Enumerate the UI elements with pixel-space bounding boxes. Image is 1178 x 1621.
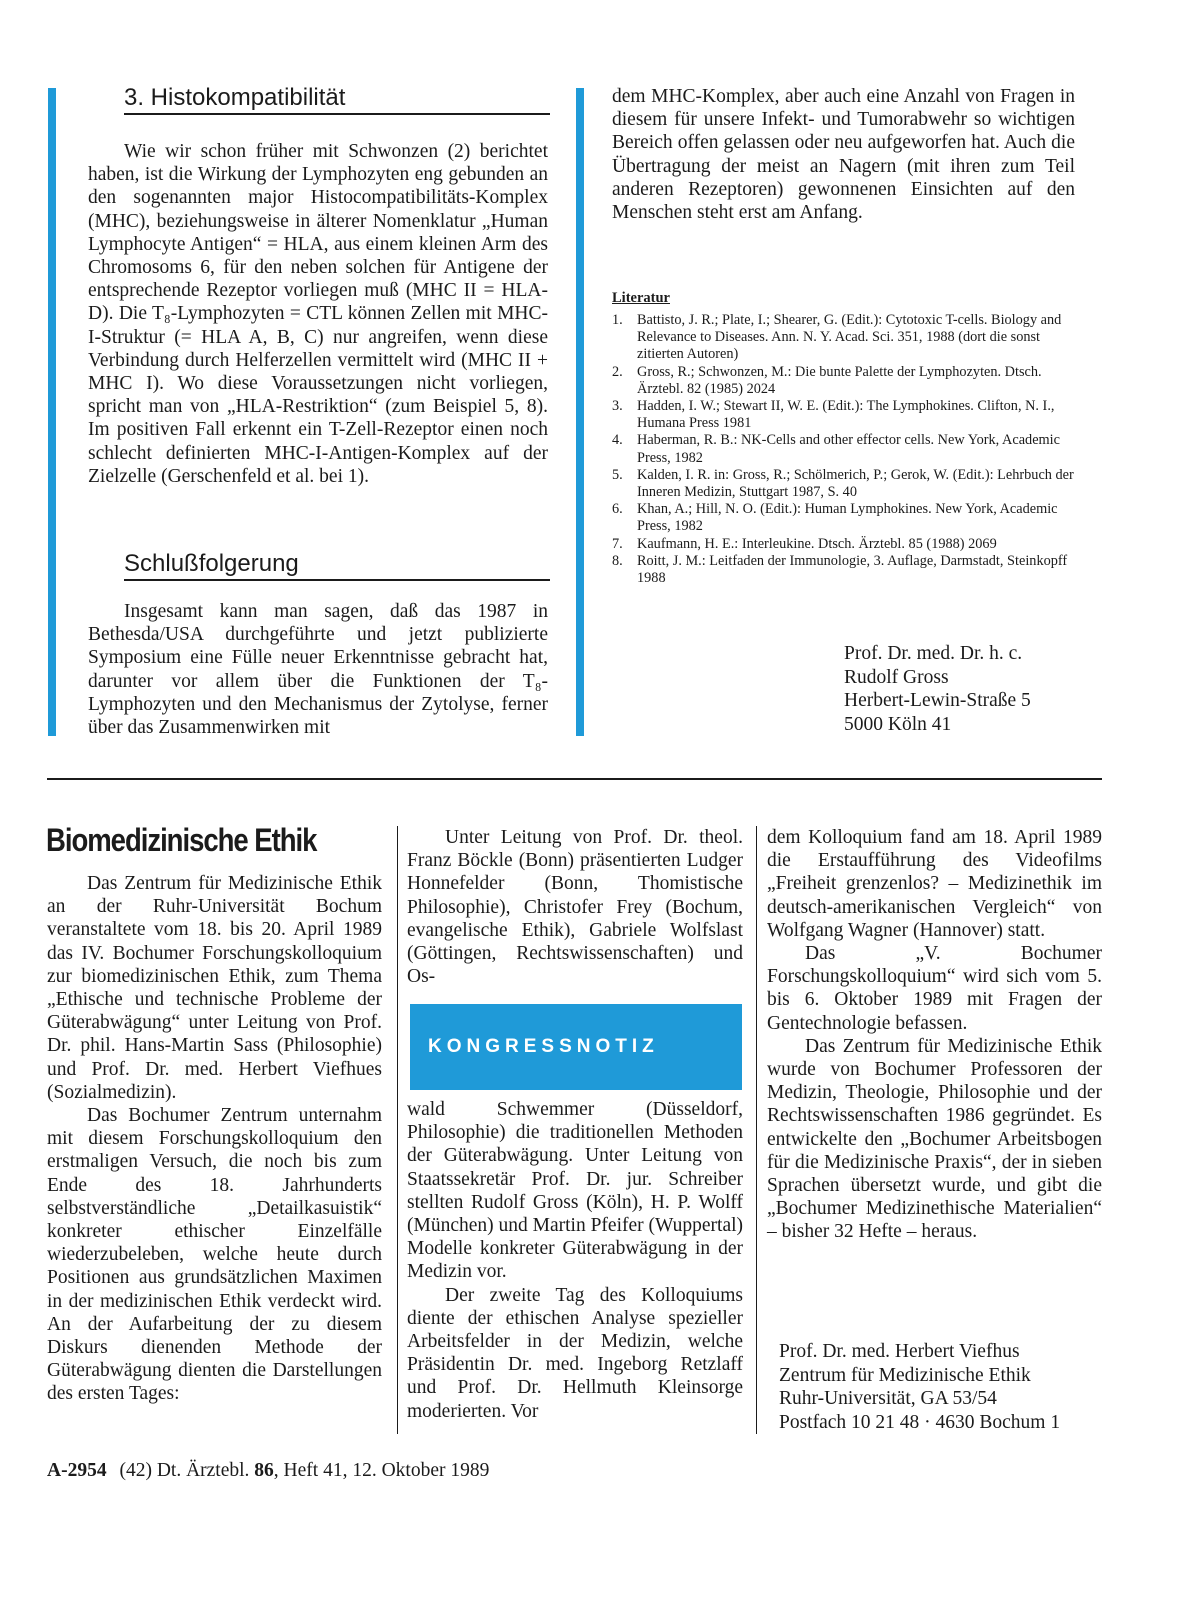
literature-item-text: Gross, R.; Schwonzen, M.: Die bunte Palette der Lymphozyten. Dtsch. Ärztebl. 82 (1985) 2024 (637, 363, 1042, 397)
bottom-column-3 (767, 826, 1102, 1244)
right-column-paragraph (612, 85, 1075, 224)
literature-item-number: 7. (612, 535, 623, 552)
conclusion-paragraph (88, 600, 548, 739)
author-bottom-line-4: Postfach 10 21 48 · 4630 Bochum 1 (779, 1411, 1061, 1433)
citation-prefix: (42) Dt. Ärztebl. (119, 1460, 250, 1481)
bottom-column-2-top (407, 826, 743, 988)
bottom-column-1 (47, 872, 382, 1406)
literature-item (612, 536, 1078, 553)
literature-item (612, 553, 1078, 587)
col3-paragraph-1: dem Kolloquium fand am 18. April 1989 die Erstaufführung des Videofilms „Freiheit grenzenlos? – Medizinethik im deutsch-amerikanischen Vergleich“ von Wolfgang Wagner (Hannover) statt. (767, 827, 1102, 941)
author-top-line-2: Rudolf Gross (844, 666, 949, 688)
author-top-line-1: Prof. Dr. med. Dr. h. c. (844, 643, 1023, 664)
right-column-text: dem MHC-Komplex, aber auch eine Anzahl von Fragen in diesem für unsere Infekt- und Tumorabwehr so wichtigen Bereich offen gelassen oder neu aufgeworfen hat. Auch die Übertragung der meist an Nagern (mit ihren zum Teil anderen Rezeptoren) gewonnenen Einsichten auf den Menschen steht erst am Anfang. (612, 86, 1075, 224)
author-bottom-line-2: Zentrum für Medizinische Ethik (779, 1364, 1031, 1386)
citation-volume: 86 (254, 1460, 274, 1481)
author-address-top (844, 642, 1031, 736)
literature-item-number: 2. (612, 363, 623, 380)
col2-paragraph-1: Unter Leitung von Prof. Dr. theol. Franz Böckle (Bonn) präsentierten Ludger Honnefelder (Bonn, Thomistische Philosophie), Christofer Frey (Bochum, evangelische Ethik), Gabriele Wolfslast (Göttingen, Rechtswissenschaften) und Os- (407, 827, 743, 988)
author-top-line-3: Herbert-Lewin-Straße 5 (844, 690, 1031, 711)
literature-item-number: 8. (612, 552, 623, 569)
literature-item (612, 467, 1078, 501)
literature-item-text: Hadden, I. W.; Stewart II, W. E. (Edit.): The Lymphokines. Clifton, N. I., Humana Press 1981 (637, 398, 1055, 432)
literature-item-number: 1. (612, 312, 623, 328)
author-bottom-line-3: Ruhr-Universität, GA 53/54 (779, 1388, 997, 1409)
citation-suffix: , Heft 41, 12. Oktober 1989 (273, 1460, 490, 1481)
literature-list (612, 312, 1078, 587)
literature-item-number: 4. (612, 432, 623, 449)
literature-item (612, 312, 1078, 364)
col3-paragraph-3: Das Zentrum für Medizinische Ethik wurde von Bochumer Professoren der Medizin, Theologie, Philosophie und der Rechtswissenschaften 1986 gegründet. Es entwickelte den „Bochumer Arbeitsbogen für die Medizinische Praxis“, der in sieben Sprachen übersetzt wurde, und gibt die „Bochumer Medizinethische Materialien“ – bisher 32 Hefte – heraus. (767, 1035, 1102, 1243)
conclusion-text: Insgesamt kann man sagen, daß das 1987 in Bethesda/USA durchgeführte und jetzt publizierte Symposium eine Fülle neuer Erkenntnisse gebracht hat, darunter vor allem über die Funktionen der T₈-Lymphozyten und den Mechanismus der Zytolyse, ferner über das Zusammenwirken mit (88, 601, 548, 739)
left-accent-bar (48, 88, 56, 736)
literature-item-number: 5. (612, 466, 623, 483)
col1-paragraph-2: Das Bochumer Zentrum unternahm mit diesem Forschungskolloquium den erstmaligen Versuch, die noch bis zum Ende des 18. Jahrhunderts selbstverständliche „Detailkasuistik“ konkreter ethischer Einzelfälle wiederzubeleben, welche heute durch Positionen aus grundsätzlichen Maximen in der medizinischen Ethik verdeckt wird. An der Aufarbeitung der zu diesem Diskurs dienenden Methode der Güterabwägung dienten die Darstellungen des ersten Tages: (47, 1105, 382, 1405)
literature-item (612, 398, 1078, 432)
literature-item-text: Kalden, I. R. in: Gross, R.; Schölmerich, P.; Gerok, W. (Edit.): Lehrbuch der Inneren Medizin, Stuttgart 1987, S. 40 (637, 466, 1074, 501)
histo-paragraph (88, 140, 548, 488)
author-top-line-4: 5000 Köln 41 (844, 713, 952, 735)
col1-paragraph-1: Das Zentrum für Medizinische Ethik an der Ruhr-Universität Bochum veranstaltete vom 18. bis 20. April 1989 das IV. Bochumer Forschungskolloquium zur biomedizinischen Ethik, zum Thema „Ethische und technische Probleme der Güterabwägung“ unter Leitung von Prof. Dr. phil. Hans-Martin Sass (Philosophie) und Prof. Dr. med. Herbert Viefhues (Sozialmedizin). (47, 873, 382, 1103)
section-divider (47, 778, 1102, 780)
col2-paragraph-3: Der zweite Tag des Kolloquiums diente der ethischen Analyse spezieller Arbeitsfelder in der Medizin, welche Präsidentin Dr. med. Ingeborg Retzlaff und Prof. Dr. Hellmuth Kleinsorge moderierten. Vor (407, 1284, 743, 1422)
literature-item-text: Kaufmann, H. E.: Interleukine. Dtsch. Ärztebl. 85 (1988) 2069 (637, 535, 997, 552)
literature-item-text: Haberman, R. B.: NK-Cells and other effector cells. New York, Academic Press, 1982 (637, 432, 1060, 466)
column-rule-1 (397, 826, 398, 1434)
histo-text: Wie wir schon früher mit Schwonzen (2) berichtet haben, ist die Wirkung der Lymphozyten eng gebunden an den sogenannten major Histocompatibilitäts-Komplex (MHC), beziehungsweise in älterer Nomenklatur „Human Lymphocyte Antigen“ = HLA, aus einem kleinen Arm des Chromosoms 6, für den neben solchen für Antigene der entsprechende Rezeptor vorliegen muß (MHC II = HLA-D). Die T₈-Lymphozyten = CTL können Zellen mit MHC-I-Struktur (= HLA A, B, C) nur angreifen, wenn diese Verbindung durch Helferzellen vermittelt wird (MHC II + MHC I). Wo diese Voraussetzungen nicht vorliegen, spricht man von „HLA-Restriktion“ (zum Beispiel 5, 8). Im positiven Fall erkennt ein T-Zell-Rezeptor einen noch schlecht definierten MHC-I-Antigen-Komplex auf der Zielzelle (Gerschenfeld et al. bei 1). (88, 141, 548, 487)
column-rule-2 (756, 826, 757, 1434)
literature-item-text: Khan, A.; Hill, N. O. (Edit.): Human Lymphokines. New York, Academic Press, 1982 (637, 501, 1058, 535)
page-number: A-2954 (47, 1460, 107, 1481)
page-footer (47, 1460, 489, 1482)
literature-item-number: 6. (612, 501, 623, 518)
right-accent-bar (576, 88, 584, 736)
literature-item (612, 432, 1078, 466)
literature-item-number: 3. (612, 398, 623, 415)
section-heading-schlussfolgerung: Schlußfolgerung (124, 550, 550, 581)
col3-paragraph-2: Das „V. Bochumer Forschungskolloquium“ wird sich vom 5. bis 6. Oktober 1989 mit Fragen der Gentechnologie befassen. (767, 943, 1102, 1034)
literature-item-text: Roitt, J. M.: Leitfaden der Immunologie, 3. Auflage, Darmstadt, Steinkopff 1988 (637, 552, 1068, 587)
literature-item-text: Battisto, J. R.; Plate, I.; Shearer, G. (Edit.): Cytotoxic T-cells. Biology and Relevance to Diseases. Ann. N. Y. Acad. Sci. 351, 1988 (dort die sonst zitierten Autoren) (637, 312, 1062, 363)
literature-item (612, 501, 1078, 535)
kongressnotiz-badge: KONGRESSNOTIZ (410, 1004, 742, 1090)
section-heading-histokompatibilitaet: 3. Histokompatibilität (124, 84, 550, 115)
literature-item (612, 364, 1078, 398)
literature-title: Literatur (612, 290, 670, 306)
author-address-bottom (779, 1340, 1060, 1434)
col2-paragraph-2: wald Schwemmer (Düsseldorf, Philosophie) die traditionellen Methoden der Güterabwägung. Unter Leitung von Staatssekretär Prof. Dr. jur. Schreiber stellten Rudolf Gross (Köln), H. P. Wolff (München) und Martin Pfeifer (Wuppertal) Modelle konkreter Güterabwägung in der Medizin vor. (407, 1099, 744, 1283)
author-bottom-line-1: Prof. Dr. med. Herbert Viefhus (779, 1341, 1020, 1362)
bottom-column-2-bottom (407, 1098, 743, 1423)
article-title: Biomedizinische Ethik (46, 822, 317, 858)
